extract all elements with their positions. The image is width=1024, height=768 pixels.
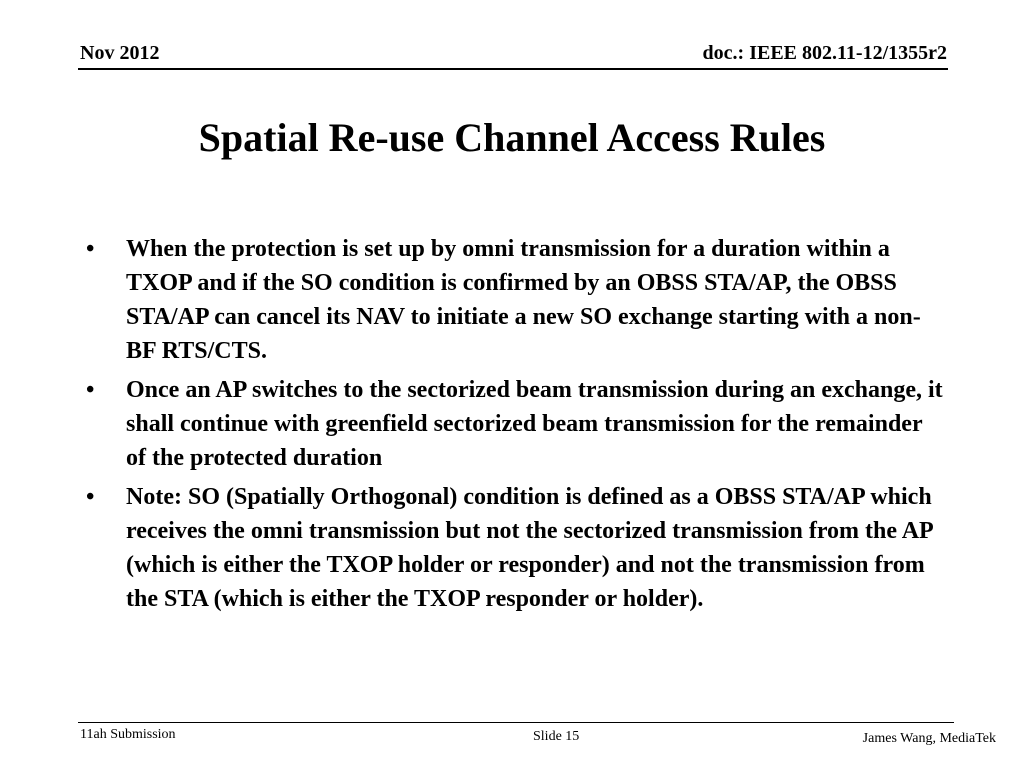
- bullet-text-1: When the protection is set up by omni transmission for a duration within a TXOP and if the SO condition is confirmed by an OBSS STA/AP, the OBSS STA/AP can cancel its NAV to initiate a new SO exchange starting with a non-BF RTS/CTS.: [126, 236, 921, 364]
- bullet-dot-icon: •: [86, 377, 95, 403]
- footer-submission: 11ah Submission: [80, 727, 176, 742]
- footer-divider: [78, 722, 954, 723]
- slide-title: Spatial Re-use Channel Access Rules: [198, 115, 826, 160]
- bullet-dot-icon: •: [86, 236, 95, 262]
- bullet-text-2: Once an AP switches to the sectorized beam transmission during an exchange, it shall continue with greenfield sectorized beam transmission for the remainder of the protected duration: [126, 377, 943, 471]
- bullet-text-3: Note: SO (Spatially Orthogonal) condition is defined as a OBSS STA/AP which receives the omni transmission but not the sectorized transmission from the AP (which is either the TXOP holder or responder) and not the transmission from the STA (which is either the TXOP responder or holder).: [126, 484, 933, 612]
- bullet-list: [86, 232, 946, 621]
- footer-author: James Wang, MediaTek: [862, 731, 996, 746]
- bullet-dot-icon: •: [86, 484, 95, 510]
- bullet-item-2: [86, 373, 946, 475]
- bullet-item-1: [86, 232, 946, 368]
- footer-slide-number: Slide 15: [533, 729, 580, 744]
- bullet-item-3: [86, 480, 946, 616]
- header-date: Nov 2012: [80, 42, 160, 64]
- header-divider: [78, 68, 948, 70]
- header-doc-id: doc.: IEEE 802.11-12/1355r2: [702, 42, 947, 64]
